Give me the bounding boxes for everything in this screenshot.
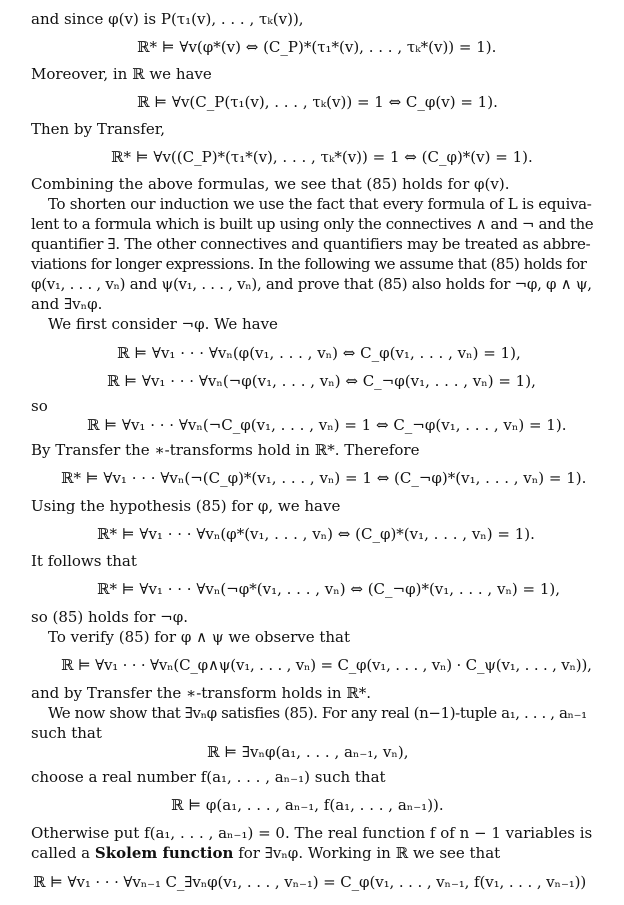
text-line: and by Transfer the ∗-transform holds in ℝ*. [31, 684, 372, 702]
text-line: We now show that ∃vₙφ satisfies (85). For any real (n−1)-tuple a₁, . . . , aₙ₋₁ [48, 704, 587, 722]
text-line: We first consider ¬φ. We have [48, 315, 278, 333]
display-formula: ℝ ⊨ φ(a₁, . . . , aₙ₋₁, f(a₁, . . . , aₙ₋₁)). [171, 796, 444, 814]
text-line: viations for longer expressions. In the following we assume that (85) holds for [31, 255, 587, 273]
display-formula: ℝ ⊨ ∃vₙφ(a₁, . . . , aₙ₋₁, vₙ), [207, 743, 409, 761]
display-formula: ℝ ⊨ ∀v₁ · · · ∀vₙ(C_φ∧ψ(v₁, . . . , vₙ) = C_φ(v₁, . . . , vₙ) · C_ψ(v₁, . . . , vₙ)), [61, 656, 592, 674]
text-run: for ∃vₙφ. Working in ℝ we see that [233, 844, 501, 862]
display-formula: ℝ ⊨ ∀v₁ · · · ∀vₙ(φ(v₁, . . . , vₙ) ⇔ C_φ(v₁, . . . , vₙ) = 1), [117, 344, 521, 362]
display-formula: ℝ* ⊨ ∀v₁ · · · ∀vₙ(¬(C_φ)*(v₁, . . . , vₙ) = 1 ⇔ (C_¬φ)*(v₁, . . . , vₙ) = 1). [61, 469, 587, 487]
text-line: Combining the above formulas, we see that (85) holds for φ(v). [31, 175, 510, 193]
text-line: choose a real number f(a₁, . . . , aₙ₋₁) such that [31, 768, 386, 786]
display-formula: ℝ* ⊨ ∀v(φ*(v) ⇔ (C_P)*(τ₁*(v), . . . , τₖ*(v)) = 1). [137, 38, 497, 56]
text-line: Moreover, in ℝ we have [31, 65, 212, 83]
display-formula: ℝ ⊨ ∀v₁ · · · ∀vₙ(¬φ(v₁, . . . , vₙ) ⇔ C_¬φ(v₁, . . . , vₙ) = 1), [107, 372, 536, 390]
text-line: By Transfer the ∗-transforms hold in ℝ*. Therefore [31, 441, 420, 459]
text-line: It follows that [31, 552, 137, 570]
text-line [31, 843, 500, 863]
text-line: Otherwise put f(a₁, . . . , aₙ₋₁) = 0. The real function f of n − 1 variables is [31, 824, 593, 842]
text-line: Then by Transfer, [31, 120, 166, 138]
display-formula: ℝ* ⊨ ∀v₁ · · · ∀vₙ(φ*(v₁, . . . , vₙ) ⇔ (C_φ)*(v₁, . . . , vₙ) = 1). [97, 525, 535, 543]
text-line: so (85) holds for ¬φ. [31, 608, 188, 626]
display-formula: ℝ* ⊨ ∀v((C_P)*(τ₁*(v), . . . , τₖ*(v)) = 1 ⇔ (C_φ)*(v) = 1). [111, 148, 533, 166]
display-formula: ℝ ⊨ ∀v(C_P(τ₁(v), . . . , τₖ(v)) = 1 ⇔ C_φ(v) = 1). [137, 93, 498, 111]
text-line: To shorten our induction we use the fact that every formula of L is equiva- [48, 195, 592, 213]
text-run: called a [31, 844, 95, 862]
text-line: quantifier ∃. The other connectives and quantifiers may be treated as abbre- [31, 235, 591, 253]
text-line: such that [31, 724, 102, 742]
text-line: and ∃vₙφ. [31, 295, 103, 313]
display-formula: ℝ ⊨ ∀v₁ · · · ∀vₙ(¬C_φ(v₁, . . . , vₙ) = 1 ⇔ C_¬φ(v₁, . . . , vₙ) = 1). [87, 416, 567, 434]
text-line: To verify (85) for φ ∧ ψ we observe that [48, 628, 351, 646]
text-line: Using the hypothesis (85) for φ, we have [31, 497, 341, 515]
text-line: φ(v₁, . . . , vₙ) and ψ(v₁, . . . , vₙ), and prove that (85) also holds for ¬φ, φ ∧ ψ, [31, 275, 592, 293]
text-line: and since φ(v) is P(τ₁(v), . . . , τₖ(v)), [31, 10, 304, 28]
defined-term: Skolem function [94, 844, 234, 862]
display-formula: ℝ ⊨ ∀v₁ · · · ∀vₙ₋₁ C_∃vₙφ(v₁, . . . , vₙ₋₁) = C_φ(v₁, . . . , vₙ₋₁, f(v₁, . . . , vₙ₋₁)) [33, 873, 587, 891]
text-line: so [31, 397, 48, 415]
text-line: lent to a formula which is built up using only the connectives ∧ and ¬ and the [31, 215, 594, 233]
display-formula: ℝ* ⊨ ∀v₁ · · · ∀vₙ(¬φ*(v₁, . . . , vₙ) ⇔ (C_¬φ)*(v₁, . . . , vₙ) = 1), [97, 580, 561, 598]
